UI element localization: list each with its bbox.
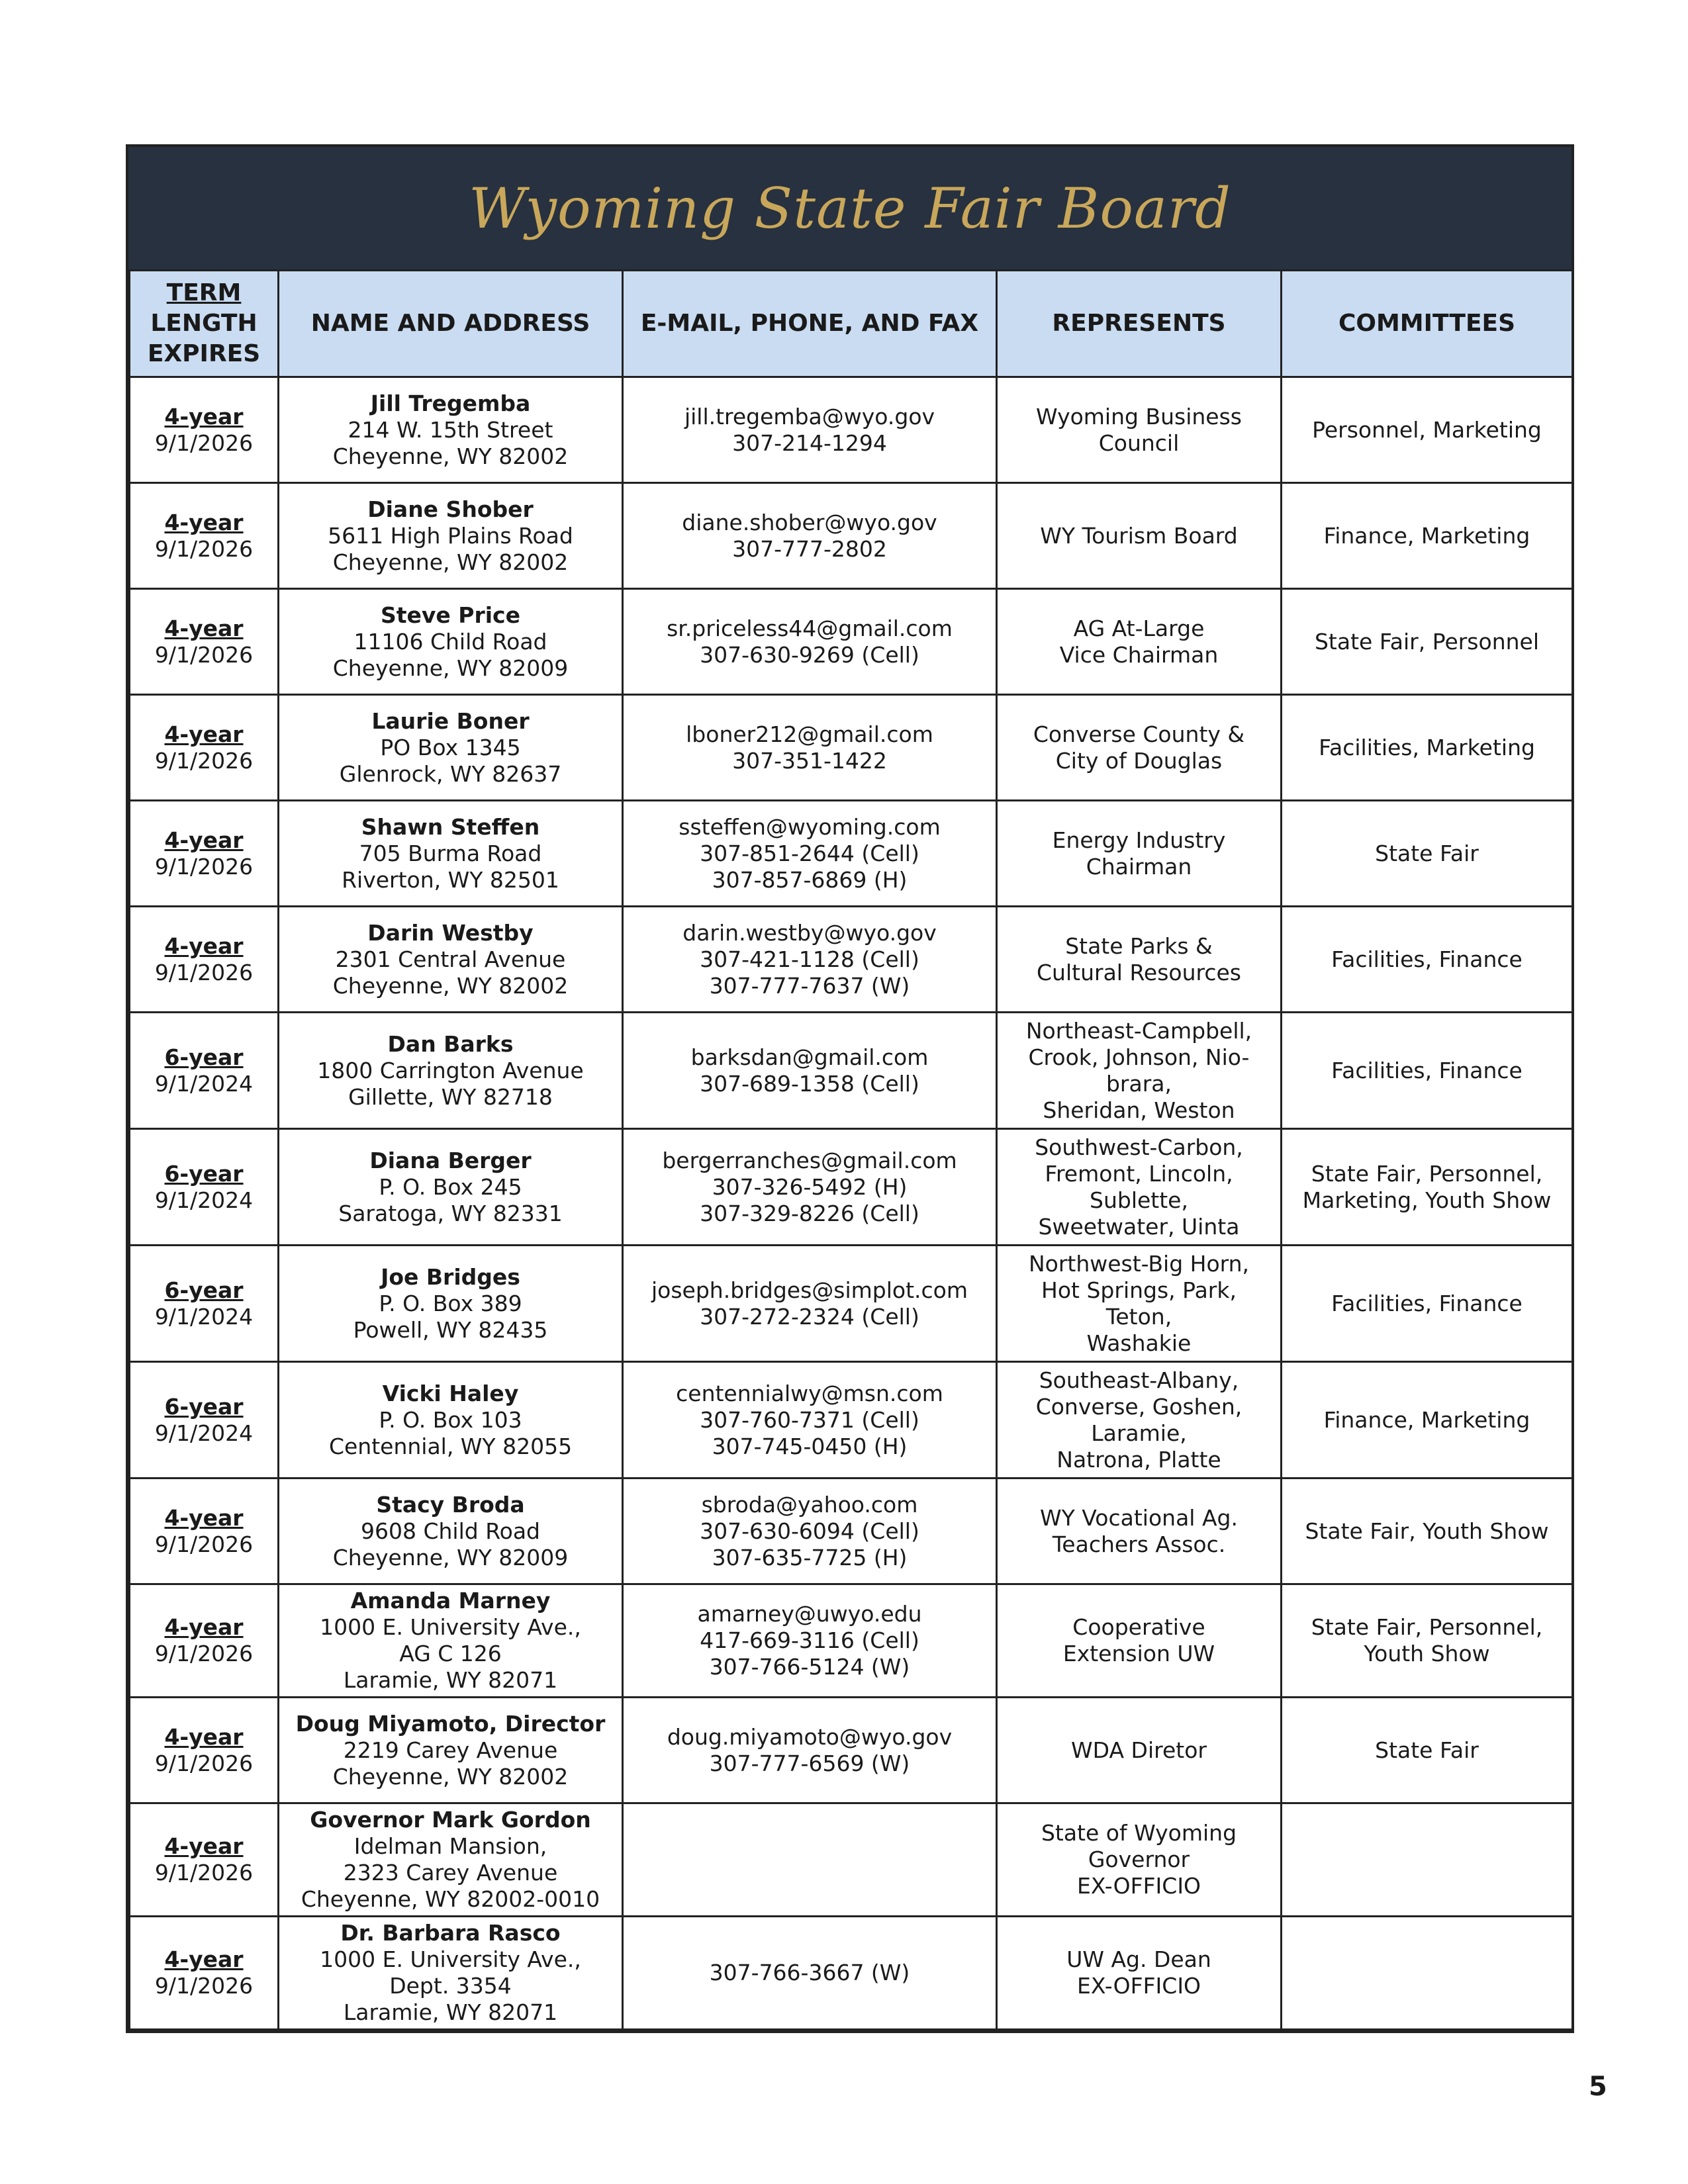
term-cell [130, 1584, 279, 1698]
board-members-table [128, 269, 1573, 2030]
represents-line: WY Tourism Board [1040, 522, 1238, 549]
term-length: 6-year [164, 1044, 244, 1070]
page-number: 5 [1589, 2071, 1607, 2102]
represents-cell [997, 377, 1282, 483]
member-name: Darin Westby [367, 919, 534, 946]
committees-line: Finance, Marketing [1323, 522, 1530, 549]
contact-line: 307-630-9269 (Cell) [700, 641, 919, 668]
address-line: Laramie, WY 82071 [343, 1667, 558, 1693]
address-line: 11106 Child Road [353, 628, 547, 655]
represents-line: City of Douglas [1055, 747, 1223, 774]
represents-cell [997, 589, 1282, 695]
name-address-cell [279, 1246, 623, 1362]
represents-line: Sublette, [1090, 1187, 1188, 1213]
contact-line: darin.westby@wyo.gov [682, 919, 937, 946]
name-address-cell [279, 907, 623, 1013]
term-length: 4-year [164, 1614, 244, 1640]
represents-line: Chairman [1086, 853, 1192, 880]
member-name: Laurie Boner [371, 707, 530, 734]
committees-cell [1282, 1246, 1573, 1362]
address-line: Powell, WY 82435 [353, 1316, 548, 1343]
represents-line: Washakie [1086, 1330, 1192, 1356]
table-row [130, 1013, 1573, 1129]
name-address-cell [279, 1362, 623, 1479]
represents-cell [997, 1803, 1282, 1917]
address-line: 2323 Carey Avenue [343, 1860, 558, 1886]
address-line: Centennial, WY 82055 [328, 1433, 573, 1459]
contact-line: joseph.bridges@simplot.com [651, 1277, 968, 1303]
header-committees: COMMITTEES [1282, 271, 1573, 377]
term-expires: 9/1/2026 [154, 1531, 254, 1557]
term-expires: 9/1/2026 [154, 1750, 254, 1776]
contact-line: doug.miyamoto@wyo.gov [667, 1723, 953, 1750]
table-row [130, 1129, 1573, 1246]
member-name: Doug Miyamoto, Director [295, 1710, 606, 1737]
term-expires: 9/1/2026 [154, 1973, 254, 1999]
address-line: 1000 E. University Ave., [320, 1946, 581, 1972]
represents-cell [997, 1246, 1282, 1362]
address-line: PO Box 1345 [380, 734, 521, 760]
term-length: 4-year [164, 509, 244, 535]
contact-line: barksdan@gmail.com [690, 1044, 929, 1070]
contact-line: 417-669-3116 (Cell) [700, 1627, 919, 1653]
name-address-cell [279, 1698, 623, 1803]
header-name-address: NAME AND ADDRESS [279, 271, 623, 377]
represents-line: Hot Springs, Park, [1041, 1277, 1237, 1303]
contact-cell [623, 1803, 997, 1917]
contact-line: 307-760-7371 (Cell) [700, 1406, 919, 1433]
represents-line: Teton, [1105, 1303, 1172, 1330]
contact-line: ssteffen@wyoming.com [679, 813, 941, 840]
committees-line: State Fair [1375, 840, 1479, 866]
contact-line: 307-326-5492 (H) [712, 1173, 908, 1200]
represents-line: Natrona, Platte [1056, 1446, 1221, 1473]
represents-line: Energy Industry [1052, 827, 1226, 853]
committees-cell [1282, 1013, 1573, 1129]
committees-cell [1282, 1584, 1573, 1698]
address-line: 1800 Carrington Avenue [317, 1057, 584, 1083]
represents-line: Council [1098, 430, 1180, 456]
term-expires: 9/1/2026 [154, 641, 254, 668]
term-cell [130, 483, 279, 589]
contact-line: 307-630-6094 (Cell) [700, 1518, 919, 1544]
term-length: 6-year [164, 1160, 244, 1187]
committees-cell [1282, 1479, 1573, 1584]
represents-line: Vice Chairman [1059, 641, 1219, 668]
member-name: Governor Mark Gordon [310, 1807, 591, 1833]
represents-line: Northwest-Big Horn, [1028, 1250, 1250, 1277]
table-row [130, 907, 1573, 1013]
table-row [130, 1246, 1573, 1362]
address-line: Cheyenne, WY 82009 [332, 655, 569, 681]
represents-line: Cultural Resources [1037, 959, 1241, 985]
address-line: Gillette, WY 82718 [348, 1083, 553, 1110]
address-line: Dept. 3354 [389, 1973, 512, 1999]
term-expires: 9/1/2024 [154, 1070, 254, 1097]
term-cell [130, 1129, 279, 1246]
address-line: Cheyenne, WY 82002 [332, 549, 569, 575]
table-row [130, 1917, 1573, 2030]
represents-line: Northeast-Campbell, [1025, 1017, 1252, 1044]
represents-line: Sheridan, Weston [1043, 1097, 1235, 1123]
title-banner [128, 147, 1571, 269]
term-cell [130, 377, 279, 483]
member-name: Steve Price [380, 602, 521, 628]
contact-cell [623, 1584, 997, 1698]
name-address-cell [279, 1803, 623, 1917]
member-name: Amanda Marney [350, 1588, 551, 1614]
address-line: 2219 Carey Avenue [343, 1737, 558, 1763]
represents-cell [997, 1698, 1282, 1803]
member-name: Dr. Barbara Rasco [340, 1920, 561, 1946]
header-term [130, 271, 279, 377]
represents-line: Laramie, [1091, 1420, 1187, 1446]
contact-cell [623, 1479, 997, 1584]
header-term-line: EXPIRES [147, 340, 261, 367]
represents-line: Wyoming Business [1036, 403, 1242, 430]
committees-cell [1282, 1803, 1573, 1917]
name-address-cell [279, 1129, 623, 1246]
term-length: 4-year [164, 1723, 244, 1750]
contact-line: 307-777-7637 (W) [709, 972, 910, 999]
committees-line: Youth Show [1364, 1641, 1490, 1666]
committees-line: Personnel, Marketing [1312, 416, 1542, 443]
address-line: Cheyenne, WY 82002 [332, 972, 569, 999]
represents-line: Southeast-Albany, [1039, 1367, 1239, 1393]
table-row [130, 1698, 1573, 1803]
table-row [130, 377, 1573, 483]
table-row [130, 1362, 1573, 1479]
committees-line: Facilities, Finance [1331, 946, 1523, 972]
represents-cell [997, 1013, 1282, 1129]
contact-line: 307-766-5124 (W) [709, 1654, 910, 1680]
name-address-cell [279, 589, 623, 695]
represents-cell [997, 1917, 1282, 2030]
contact-cell [623, 801, 997, 907]
term-length: 4-year [164, 721, 244, 747]
member-name: Dan Barks [387, 1030, 514, 1057]
contact-line: lboner212@gmail.com [686, 721, 933, 747]
contact-cell [623, 695, 997, 801]
represents-line: Teachers Assoc. [1052, 1531, 1226, 1557]
contact-line: 307-351-1422 [732, 747, 887, 774]
contact-cell [623, 377, 997, 483]
name-address-cell [279, 483, 623, 589]
committees-line: Facilities, Finance [1331, 1057, 1523, 1083]
contact-cell [623, 1013, 997, 1129]
term-length: 4-year [164, 403, 244, 430]
committees-cell [1282, 1129, 1573, 1246]
contact-line: 307-214-1294 [732, 430, 887, 456]
represents-line: Crook, Johnson, Nio- [1028, 1044, 1250, 1070]
contact-line: 307-421-1128 (Cell) [700, 946, 919, 972]
term-expires: 9/1/2026 [154, 535, 254, 562]
committees-line: State Fair, Personnel, [1311, 1614, 1543, 1640]
represents-cell [997, 801, 1282, 907]
address-line: 2301 Central Avenue [335, 946, 566, 972]
address-line: 5611 High Plains Road [328, 522, 573, 549]
term-cell [130, 1803, 279, 1917]
member-name: Shawn Steffen [361, 813, 540, 840]
term-cell [130, 1917, 279, 2030]
address-line: 214 W. 15th Street [348, 416, 553, 443]
contact-cell [623, 483, 997, 589]
table-row [130, 801, 1573, 907]
represents-line: UW Ag. Dean [1066, 1946, 1211, 1972]
address-line: Saratoga, WY 82331 [338, 1200, 563, 1226]
contact-line: sbroda@yahoo.com [701, 1491, 918, 1518]
term-cell [130, 1013, 279, 1129]
represents-line: Cooperative [1072, 1614, 1205, 1640]
term-cell [130, 1479, 279, 1584]
committees-line: Marketing, Youth Show [1302, 1187, 1552, 1213]
term-length: 6-year [164, 1393, 244, 1420]
contact-line: 307-745-0450 (H) [712, 1433, 908, 1459]
name-address-cell [279, 801, 623, 907]
committees-line: State Fair, Youth Show [1305, 1518, 1549, 1544]
term-length: 4-year [164, 1504, 244, 1531]
address-line: Idelman Mansion, [353, 1833, 547, 1859]
contact-line: 307-777-6569 (W) [709, 1750, 910, 1776]
committees-cell [1282, 801, 1573, 907]
contact-cell [623, 1129, 997, 1246]
member-name: Stacy Broda [376, 1491, 525, 1518]
committees-line: State Fair, Personnel [1314, 628, 1539, 655]
represents-line: WY Vocational Ag. [1040, 1504, 1238, 1531]
table-row [130, 1479, 1573, 1584]
represents-cell [997, 695, 1282, 801]
represents-cell [997, 1479, 1282, 1584]
committees-line: State Fair, Personnel, [1311, 1160, 1543, 1187]
represents-line: State Parks & [1065, 933, 1213, 959]
name-address-cell [279, 695, 623, 801]
represents-cell [997, 1584, 1282, 1698]
header-term-line: TERM [166, 279, 242, 306]
address-line: Cheyenne, WY 82002 [332, 443, 569, 469]
represents-line: EX-OFFICIO [1076, 1873, 1201, 1899]
address-line: Cheyenne, WY 82002-0010 [301, 1886, 600, 1912]
contact-line: 307-857-6869 (H) [712, 866, 908, 893]
table-row [130, 483, 1573, 589]
represents-line: Fremont, Lincoln, [1045, 1160, 1233, 1187]
term-cell [130, 1246, 279, 1362]
term-cell [130, 695, 279, 801]
address-line: Cheyenne, WY 82009 [332, 1544, 569, 1570]
term-cell [130, 907, 279, 1013]
contact-line: centennialwy@msn.com [676, 1380, 943, 1406]
represents-cell [997, 907, 1282, 1013]
contact-cell [623, 589, 997, 695]
term-cell [130, 589, 279, 695]
committees-cell [1282, 695, 1573, 801]
represents-line: brara, [1105, 1070, 1172, 1097]
address-line: Laramie, WY 82071 [343, 1999, 558, 2025]
term-cell [130, 1362, 279, 1479]
committees-cell [1282, 483, 1573, 589]
term-length: 4-year [164, 615, 244, 641]
contact-line: 307-272-2324 (Cell) [700, 1303, 919, 1330]
contact-cell [623, 1917, 997, 2030]
contact-cell [623, 1362, 997, 1479]
address-line: Glenrock, WY 82637 [339, 760, 562, 787]
name-address-cell [279, 377, 623, 483]
term-expires: 9/1/2026 [154, 747, 254, 774]
header-represents: REPRESENTS [997, 271, 1282, 377]
committees-cell [1282, 907, 1573, 1013]
contact-line: 307-329-8226 (Cell) [700, 1200, 919, 1226]
header-term-line: LENGTH [150, 310, 258, 337]
term-expires: 9/1/2024 [154, 1303, 254, 1330]
address-line: P. O. Box 389 [379, 1290, 522, 1316]
term-length: 4-year [164, 933, 244, 959]
committees-line: Facilities, Finance [1331, 1290, 1523, 1316]
address-line: 705 Burma Road [359, 840, 542, 866]
represents-cell [997, 483, 1282, 589]
committees-cell [1282, 377, 1573, 483]
table-row [130, 1584, 1573, 1698]
contact-line: sr.priceless44@gmail.com [667, 615, 953, 641]
term-length: 4-year [164, 827, 244, 853]
committees-cell [1282, 589, 1573, 695]
table-row [130, 695, 1573, 801]
page-title: Wyoming State Fair Board [469, 175, 1231, 241]
contact-line: 307-689-1358 (Cell) [700, 1070, 919, 1097]
term-expires: 9/1/2024 [154, 1420, 254, 1446]
header-email-phone-fax: E-MAIL, PHONE, AND FAX [623, 271, 997, 377]
term-expires: 9/1/2026 [154, 1641, 254, 1666]
contact-line: amarney@uwyo.edu [697, 1601, 922, 1627]
address-line: Cheyenne, WY 82002 [332, 1763, 569, 1790]
term-expires: 9/1/2026 [154, 1860, 254, 1886]
table-body [130, 377, 1573, 2030]
represents-line: State of Wyoming [1041, 1820, 1237, 1846]
contact-line: jill.tregemba@wyo.gov [684, 403, 935, 430]
contact-cell [623, 907, 997, 1013]
represents-line: Sweetwater, Uinta [1038, 1213, 1240, 1240]
term-expires: 9/1/2024 [154, 1187, 254, 1213]
name-address-cell [279, 1917, 623, 2030]
committees-line: Facilities, Marketing [1319, 734, 1535, 760]
member-name: Diane Shober [367, 496, 534, 522]
address-line: 9608 Child Road [360, 1518, 540, 1544]
term-expires: 9/1/2026 [154, 959, 254, 985]
contact-line: 307-635-7725 (H) [712, 1544, 908, 1570]
contact-line: bergerranches@gmail.com [662, 1147, 957, 1173]
table-row [130, 589, 1573, 695]
term-cell [130, 801, 279, 907]
contact-line: 307-851-2644 (Cell) [700, 840, 919, 866]
member-name: Vicki Haley [382, 1380, 519, 1406]
term-expires: 9/1/2026 [154, 853, 254, 880]
contact-line: 307-766-3667 (W) [709, 1960, 910, 1985]
board-table-container [126, 144, 1574, 2033]
name-address-cell [279, 1584, 623, 1698]
address-line: Riverton, WY 82501 [342, 866, 559, 893]
name-address-cell [279, 1013, 623, 1129]
member-name: Diana Berger [369, 1147, 532, 1173]
address-line: P. O. Box 103 [379, 1406, 522, 1433]
address-line: P. O. Box 245 [379, 1173, 522, 1200]
represents-cell [997, 1362, 1282, 1479]
name-address-cell [279, 1479, 623, 1584]
represents-line: Governor [1088, 1846, 1190, 1872]
address-line: AG C 126 [399, 1641, 502, 1666]
contact-line: diane.shober@wyo.gov [682, 509, 937, 535]
header-row [130, 271, 1573, 377]
represents-line: Converse, Goshen, [1035, 1393, 1243, 1420]
represents-line: Converse County & [1033, 721, 1245, 747]
contact-cell [623, 1246, 997, 1362]
represents-line: EX-OFFICIO [1076, 1973, 1201, 1999]
contact-cell [623, 1698, 997, 1803]
contact-line: 307-777-2802 [732, 535, 887, 562]
term-length: 4-year [164, 1946, 244, 1972]
committees-line: State Fair [1375, 1737, 1479, 1763]
term-length: 6-year [164, 1277, 244, 1303]
member-name: Joe Bridges [381, 1263, 520, 1290]
represents-line: AG At-Large [1073, 615, 1205, 641]
term-length: 4-year [164, 1833, 244, 1859]
represents-line: Extension UW [1062, 1641, 1215, 1666]
term-cell [130, 1698, 279, 1803]
table-row [130, 1803, 1573, 1917]
committees-cell [1282, 1698, 1573, 1803]
committees-cell [1282, 1917, 1573, 2030]
term-expires: 9/1/2026 [154, 430, 254, 456]
member-name: Jill Tregemba [370, 390, 531, 416]
represents-line: WDA Diretor [1071, 1737, 1207, 1763]
represents-line: Southwest-Carbon, [1035, 1134, 1243, 1160]
represents-cell [997, 1129, 1282, 1246]
address-line: 1000 E. University Ave., [320, 1614, 581, 1640]
committees-line: Finance, Marketing [1323, 1406, 1530, 1433]
committees-cell [1282, 1362, 1573, 1479]
